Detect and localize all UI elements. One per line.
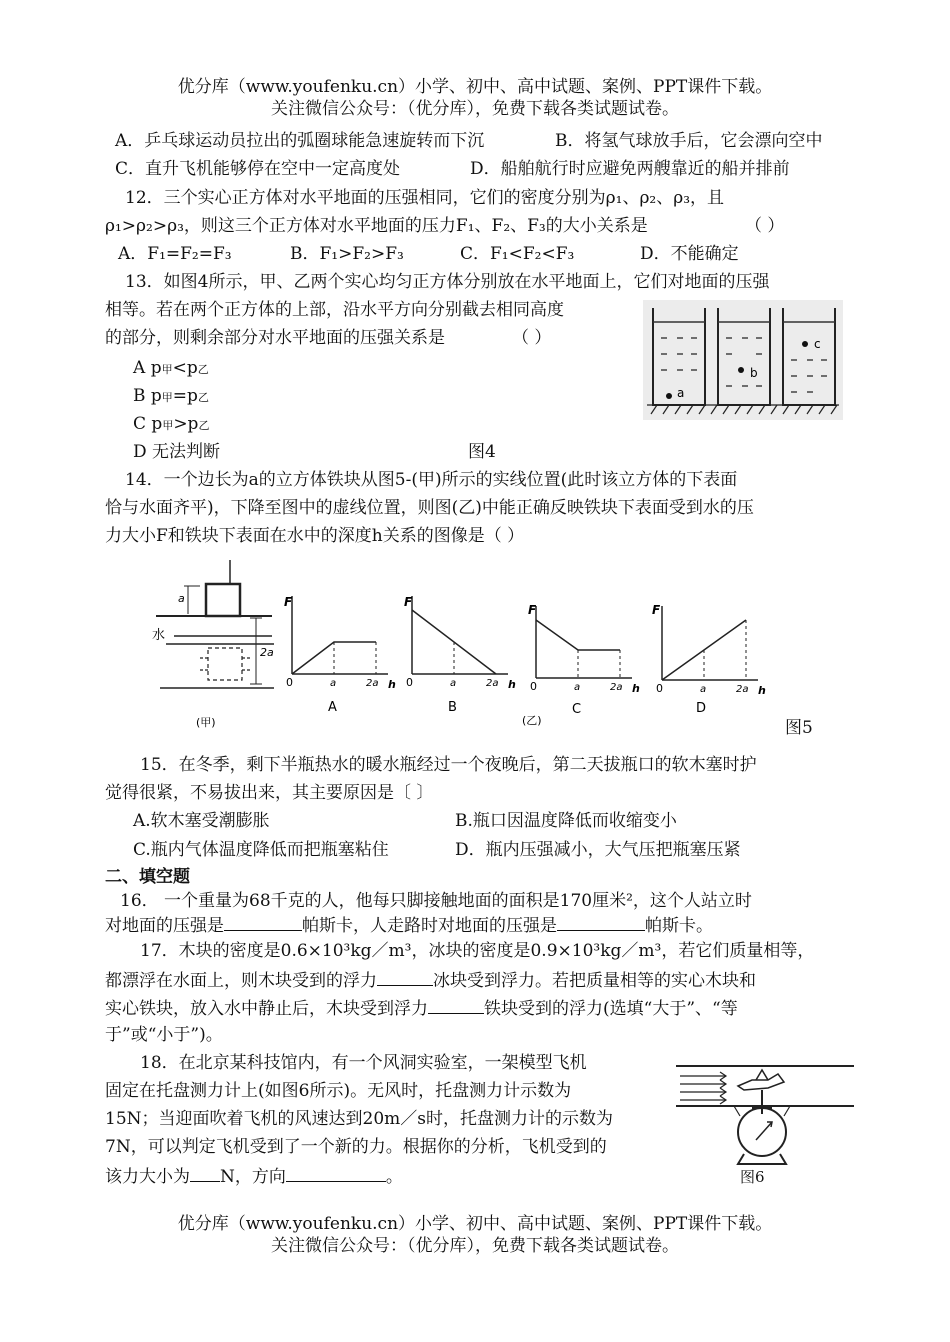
q16-text-b: 帕斯卡，人走路时对地面的压强是 bbox=[302, 916, 557, 936]
graph-d-caption: D bbox=[696, 701, 707, 716]
fig5-label-yi: (乙) bbox=[522, 714, 542, 727]
q18-line-3: 15N；当迎面吹着飞机的风速达到20m／s时，托盘测力计的示数为 bbox=[105, 1109, 613, 1129]
q13-option-c-relation: >p bbox=[173, 414, 199, 434]
graph-a bbox=[292, 596, 388, 674]
q15-option-a: A.软木塞受潮膨胀 bbox=[133, 811, 270, 831]
q13-option-c-sub-1: 甲 bbox=[162, 419, 174, 432]
q17-blank-1[interactable] bbox=[377, 969, 433, 986]
q15-line-1: 15．在冬季，剩下半瓶热水的暖水瓶经过一个夜晚后，第二天拔瓶口的软木塞时护 bbox=[140, 755, 757, 775]
q13-option-a-sub-1: 甲 bbox=[161, 363, 173, 376]
q13-option-b-sub-2: 乙 bbox=[197, 391, 209, 404]
q18-line-1: 18．在北京某科技馆内，有一个风洞实验室，一架模型飞机 bbox=[140, 1053, 587, 1073]
q13-line-1: 13．如图4所示，甲、乙两个实心均匀正方体分别放在水平地面上，它们对地面的压强 bbox=[125, 272, 770, 292]
ball-c bbox=[802, 341, 808, 347]
graph-b-f-axis-label: F bbox=[404, 595, 413, 609]
q18-text-b: N，方向 bbox=[220, 1167, 286, 1187]
q17-text-c: 实心铁块，放入水中静止后，木块受到浮力 bbox=[105, 999, 428, 1019]
q13-option-b-relation: =p bbox=[172, 386, 198, 406]
footer-line-2: 关注微信公众号：（优分库），免费下载各类试题试卷。 bbox=[271, 1236, 679, 1256]
q12-line-1: 12．三个实心正方体对水平地面的压强相同，它们的密度分别为ρ₁、ρ₂、ρ₃，且 bbox=[125, 188, 725, 208]
q18-line-2: 固定在托盘测力计上(如图6所示)。无风时，托盘测力计示数为 bbox=[105, 1081, 572, 1101]
graph-d-tick-2a: 2a bbox=[736, 684, 749, 695]
q11-option-d: D．船舶航行时应避免两艘靠近的船并排前 bbox=[470, 159, 790, 179]
q13-option-c-letter: C bbox=[133, 414, 147, 434]
q18-line-4: 7N，可以判定飞机受到了一个新的力。根据你的分析，飞机受到的 bbox=[105, 1137, 607, 1157]
q12-option-b: B．F₁>F₂>F₃ bbox=[290, 244, 404, 264]
q12-answer-paren: （ ） bbox=[745, 216, 785, 236]
q16-text-c: 帕斯卡。 bbox=[645, 916, 713, 936]
q13-option-c-p: p bbox=[151, 414, 163, 434]
graph-c-tick-a: a bbox=[574, 682, 581, 693]
q18-blank-1[interactable] bbox=[190, 1165, 220, 1182]
fig5-label-a: a bbox=[178, 592, 185, 605]
footer-line-1: 优分库（www.youfenku.cn）小学、初中、高中试题、案例、PPT课件下载。 bbox=[177, 1214, 773, 1234]
q15-line-2: 觉得很紧，不易拔出来，其主要原因是〔 〕 bbox=[105, 783, 434, 803]
q16-blank-2[interactable] bbox=[557, 914, 645, 931]
q18-blank-2[interactable] bbox=[286, 1165, 386, 1182]
q15-option-b: B.瓶口因温度降低而收缩变小 bbox=[455, 811, 677, 831]
ball-label-a: a bbox=[677, 386, 685, 400]
q16-line-1: 16． 一个重量为68千克的人，他每只脚接触地面的面积是170厘米²，这个人站立时 bbox=[120, 891, 752, 911]
q15-option-c: C.瓶内气体温度降低而把瓶塞粘住 bbox=[133, 840, 389, 860]
q13-option-b-p: p bbox=[150, 386, 162, 406]
q17-line-3 bbox=[105, 997, 738, 1019]
q16-text-a: 对地面的压强是 bbox=[105, 916, 224, 936]
q17-line-4: 于”或“小于”)。 bbox=[105, 1025, 223, 1045]
fig4-beakers bbox=[643, 300, 843, 420]
q16-line-2 bbox=[105, 914, 713, 936]
fig5-caption: 图5 bbox=[785, 718, 813, 738]
q11-option-a: A．乒乓球运动员拉出的弧圈球能急速旋转而下沉 bbox=[115, 131, 485, 151]
q17-text-d: 铁块受到的浮力(选填“大于”、“等 bbox=[484, 999, 738, 1019]
header-line-1: 优分库（www.youfenku.cn）小学、初中、高中试题、案例、PPT课件下载。 bbox=[177, 77, 773, 97]
q13-option-c bbox=[133, 414, 209, 434]
graph-c-tick-2a: 2a bbox=[610, 682, 623, 693]
fig5-label-2a: 2a bbox=[260, 646, 274, 659]
q11-option-c: C．直升飞机能够停在空中一定高度处 bbox=[115, 159, 401, 179]
graph-b-h-axis-label: h bbox=[508, 678, 516, 691]
q12-option-d: D．不能确定 bbox=[640, 244, 739, 264]
fig6-caption: 图6 bbox=[740, 1168, 765, 1186]
q13-option-b bbox=[133, 386, 209, 406]
q17-line-1: 17．木块的密度是0.6×10³kg／m³，冰块的密度是0.9×10³kg／m³，若它们质量相等， bbox=[140, 941, 815, 961]
ball-b bbox=[738, 367, 744, 373]
q12-line-2: ρ₁>ρ₂>ρ₃，则这三个正方体对水平地面的压力F₁、F₂、F₃的大小关系是 bbox=[105, 216, 648, 236]
graph-d bbox=[662, 606, 758, 680]
graph-a-tick-2a: 2a bbox=[366, 678, 379, 689]
q13-option-d: D 无法判断 bbox=[133, 442, 221, 462]
graph-a-caption: A bbox=[328, 700, 337, 715]
q13-option-b-sub-1: 甲 bbox=[161, 391, 173, 404]
graph-d-f-axis-label: F bbox=[652, 603, 661, 617]
q14-line-3: 力大小F和铁块下表面在水中的深度h关系的图像是（ ） bbox=[105, 526, 525, 546]
graph-c-origin: 0 bbox=[530, 680, 537, 693]
ball-label-c: c bbox=[814, 337, 821, 351]
graph-a-origin: 0 bbox=[286, 676, 293, 689]
q13-option-a-sub-2: 乙 bbox=[197, 363, 209, 376]
q12-option-a: A．F₁=F₂=F₃ bbox=[118, 244, 232, 264]
q13-option-a-letter: A bbox=[133, 358, 146, 378]
graph-b bbox=[412, 596, 508, 674]
q18-text-c: 。 bbox=[385, 1167, 403, 1187]
q13-option-c-sub-2: 乙 bbox=[198, 419, 210, 432]
graph-b-tick-a: a bbox=[450, 678, 457, 689]
graph-c-f-axis-label: F bbox=[528, 603, 537, 617]
fig4-caption: 图4 bbox=[468, 442, 496, 462]
q13-option-a-relation: <p bbox=[172, 358, 198, 378]
graph-c bbox=[536, 606, 632, 678]
q17-line-2 bbox=[105, 969, 756, 991]
graph-b-tick-2a: 2a bbox=[486, 678, 499, 689]
q13-option-b-letter: B bbox=[133, 386, 146, 406]
fig5-diagram bbox=[150, 558, 790, 736]
q18-line-5 bbox=[105, 1165, 403, 1187]
q17-blank-2[interactable] bbox=[428, 997, 484, 1014]
q14-line-2: 恰与水面齐平)，下降至图中的虚线位置，则图(乙)中能正确反映铁块下表面受到水的压 bbox=[105, 498, 754, 518]
graph-b-origin: 0 bbox=[406, 676, 413, 689]
graph-d-tick-a: a bbox=[700, 684, 707, 695]
fig5-label-jia: (甲) bbox=[196, 716, 216, 729]
q13-line-2: 相等。若在两个正方体的上部，沿水平方向分别截去相同高度 bbox=[105, 300, 564, 320]
q18-text-a: 该力大小为 bbox=[105, 1167, 190, 1187]
ball-a bbox=[666, 393, 672, 399]
q13-option-a bbox=[133, 358, 209, 378]
q17-text-b: 冰块受到浮力。若把质量相等的实心木块和 bbox=[433, 971, 756, 991]
graph-c-h-axis-label: h bbox=[632, 682, 640, 695]
q11-option-b: B．将氢气球放手后，它会漂向空中 bbox=[555, 131, 823, 151]
q13-option-a-p: p bbox=[150, 358, 162, 378]
graph-a-f-axis-label: F bbox=[284, 595, 293, 609]
fig5-label-water: 水 bbox=[152, 628, 166, 643]
graph-b-caption: B bbox=[448, 700, 457, 715]
graph-d-origin: 0 bbox=[656, 682, 663, 695]
graph-d-h-axis-label: h bbox=[758, 684, 766, 697]
graph-a-h-axis-label: h bbox=[388, 678, 396, 691]
q16-blank-1[interactable] bbox=[224, 914, 302, 931]
graph-c-caption: C bbox=[572, 702, 582, 717]
q13-answer-paren: （ ） bbox=[512, 328, 552, 348]
q12-option-c: C．F₁<F₂<F₃ bbox=[460, 244, 575, 264]
q13-line-3: 的部分，则剩余部分对水平地面的压强关系是 bbox=[105, 328, 445, 348]
q14-line-1: 14．一个边长为a的立方体铁块从图5-(甲)所示的实线位置(此时该立方体的下表面 bbox=[125, 470, 738, 490]
section-title: 二、填空题 bbox=[105, 867, 190, 887]
q17-text-a: 都漂浮在水面上，则木块受到的浮力 bbox=[105, 971, 377, 991]
ball-label-b: b bbox=[750, 366, 758, 380]
q15-option-d: D．瓶内压强减小，大气压把瓶塞压紧 bbox=[455, 840, 741, 860]
graph-a-tick-a: a bbox=[330, 678, 337, 689]
fig6-wind-tunnel bbox=[672, 1058, 857, 1168]
header-line-2: 关注微信公众号：（优分库），免费下载各类试题试卷。 bbox=[271, 99, 679, 119]
